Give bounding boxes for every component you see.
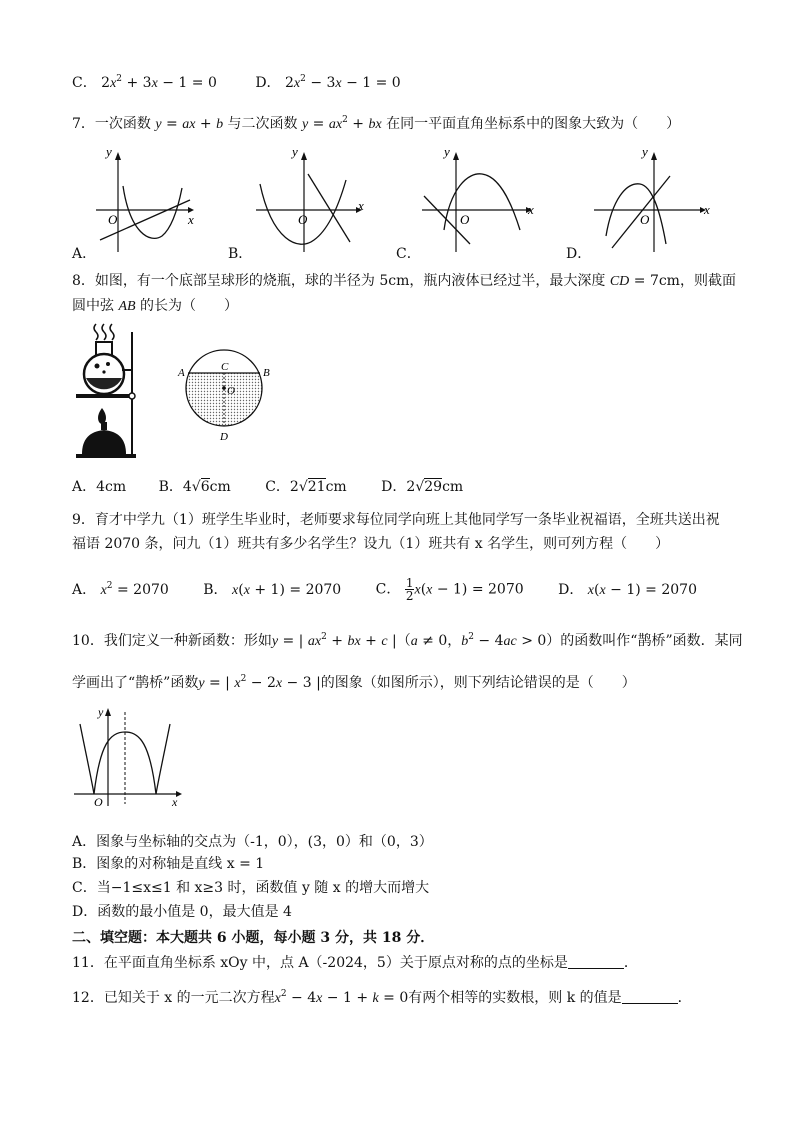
circle-section-figure	[176, 330, 272, 450]
q8-stem-line2: 圆中弦 AB 的长为（ ）	[72, 298, 239, 314]
svg-text:B: B	[263, 367, 270, 379]
q6-option-d: D． $2x^2 - 3x - 1 = 0$	[255, 74, 401, 91]
svg-text:O: O	[298, 212, 308, 227]
answer-blank[interactable]	[568, 954, 624, 969]
q7-stem: 7．一次函数 y = ax + b 与二次函数 $y = ax^2$ + bx 在同一平面直角坐标系中的图象大致为（ ）	[72, 115, 681, 132]
fraction-one-half: $\frac{1}{2}$	[405, 576, 414, 603]
svg-text:x: x	[358, 198, 364, 213]
flask-illustration	[74, 322, 164, 462]
q7-graph-d	[594, 144, 714, 258]
q10-stem-line1: 10．我们定义一种新函数：形如y = | $ax^2$ + bx + c |（a ≠ 0，$b^2 - 4ac > 0$）的函数叫作“鹊桥”函数．某同	[72, 632, 743, 649]
svg-text:O: O	[227, 385, 235, 397]
svg-text:x: x	[188, 212, 194, 227]
q10-option-d: D．函数的最小值是 0，最大值是 4	[72, 904, 292, 920]
q10-graph	[72, 704, 192, 810]
q9-option-a: A． $x^2 = 2070$	[72, 580, 169, 598]
svg-text:y: y	[106, 144, 112, 159]
q7-graph-b	[252, 144, 372, 258]
answer-blank[interactable]	[622, 989, 678, 1004]
q10-option-a: A．图象与坐标轴的交点为（-1，0），(3，0）和（0，3）	[72, 834, 433, 850]
q10-option-c: C．当−1≤x≤1 和 x≥3 时，函数值 y 随 x 的增大而增大	[72, 880, 430, 896]
q7-label-c: C．	[396, 246, 421, 262]
svg-text:O: O	[640, 212, 650, 227]
svg-text:O: O	[460, 212, 470, 227]
q7-label-a: A．	[72, 246, 97, 262]
q9-options	[72, 577, 697, 602]
svg-text:x: x	[172, 795, 178, 809]
q8-option-b: B．4√6cm	[158, 479, 231, 495]
q8-option-c: C．2√21cm	[265, 479, 347, 495]
svg-text:C: C	[221, 361, 229, 373]
q8-option-a: A．4cm	[72, 479, 127, 495]
q11-stem: 11．在平面直角坐标系 xOy 中，点 A（-2024，5）关于原点对称的点的坐标是 ．	[72, 955, 638, 971]
svg-text:O: O	[108, 212, 118, 227]
q9-option-b: B． x(x + 1) = 2070	[203, 581, 342, 598]
section-heading: 二、填空题：本大题共 6 小题，每小题 3 分，共 18 分．	[72, 930, 435, 946]
q8-options	[72, 477, 463, 497]
svg-text:A: A	[178, 367, 185, 379]
svg-text:y: y	[292, 144, 298, 159]
svg-text:y: y	[444, 144, 450, 159]
svg-text:O: O	[94, 795, 103, 809]
q9-stem-line2: 福语 2070 条，问九（1）班共有多少名学生？设九（1）班共有 x 名学生，则可列方程（ ）	[72, 536, 670, 552]
q7-graph-c	[422, 144, 542, 258]
svg-text:y: y	[642, 144, 648, 159]
q10-stem-line2: 学画出了“鹊桥”函数y = | $x^2 - 2x - 3$ |的图象（如图所示），则下列结论错误的是（ ）	[72, 674, 636, 691]
q7-graph-a	[90, 144, 210, 258]
q8-option-d: D．2√29cm	[381, 479, 464, 495]
q10-option-b: B．图象的对称轴是直线 x = 1	[72, 856, 265, 872]
svg-text:x: x	[528, 202, 534, 217]
svg-text:y: y	[98, 705, 104, 719]
q9-stem-line1: 9．育才中学九（1）班学生毕业时，老师要求每位同学向班上其他同学写一条毕业祝福语，全班共送出祝	[72, 512, 720, 528]
svg-text:x: x	[704, 202, 710, 217]
q6-options	[72, 73, 401, 94]
q12-stem: 12．已知关于 x 的一元二次方程$x^2 - 4x - 1 + k = 0$有两个相等的实数根，则 k 的值是 ．	[72, 989, 692, 1006]
q8-stem-line1: 8．如图，有一个底部呈球形的烧瓶，球的半径为 5cm，瓶内液体已经过半，最大深度 CD = 7cm，则截面	[72, 273, 736, 289]
q9-option-c: C． $\frac{1}{2}$ x(x − 1) = 2070	[375, 576, 524, 603]
q9-option-d: D． x(x − 1) = 2070	[558, 581, 697, 598]
q6-option-c: C． $2x^2 + 3x - 1 = 0$	[72, 74, 217, 91]
svg-text:D: D	[220, 431, 228, 443]
q7-label-b: B．	[228, 246, 253, 262]
q7-label-d: D．	[566, 246, 592, 262]
